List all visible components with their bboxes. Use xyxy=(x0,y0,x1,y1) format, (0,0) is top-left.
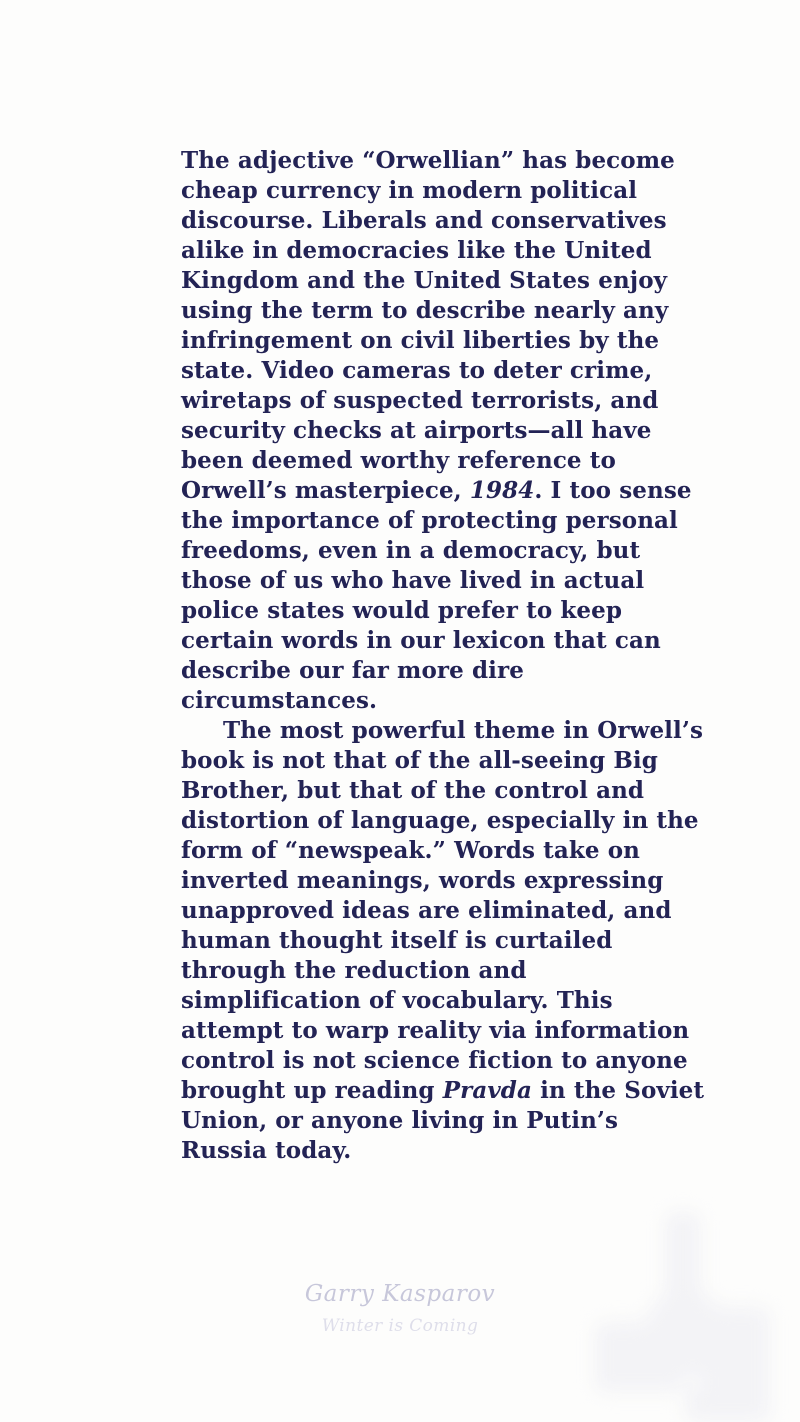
text-line: using the term to describe nearly any xyxy=(181,297,669,324)
text-line: circumstances. xyxy=(181,687,378,714)
paragraph xyxy=(181,146,692,716)
text-line: Russia today. xyxy=(181,1137,352,1164)
text-line: infringement on civil liberties by the xyxy=(181,327,660,354)
text-line: describe our far more dire xyxy=(181,657,524,684)
author-name: Garry Kasparov xyxy=(304,1281,496,1307)
text-line: attempt to warp reality via information xyxy=(181,1017,690,1044)
watermark-shape xyxy=(685,1387,770,1422)
book-title: Winter is Coming xyxy=(321,1316,479,1336)
text-line: those of us who have lived in actual xyxy=(181,567,645,594)
text-line: certain words in our lexicon that can xyxy=(181,627,661,654)
text-line: the importance of protecting personal xyxy=(181,507,678,534)
text-line: unapproved ideas are eliminated, and xyxy=(181,897,672,924)
book-attribution xyxy=(0,1281,800,1336)
text-line: freedoms, even in a democracy, but xyxy=(181,537,641,564)
text-line: book is not that of the all-seeing Big xyxy=(181,747,658,774)
text-line: brought up reading Pravda in the Soviet xyxy=(181,1077,705,1104)
text-line: wiretaps of suspected terrorists, and xyxy=(181,387,659,414)
text-line: The adjective “Orwellian” has become xyxy=(181,147,675,174)
text-line: security checks at airports—all have xyxy=(181,417,652,444)
text-line: Kingdom and the United States enjoy xyxy=(181,267,668,294)
text-line: human thought itself is curtailed xyxy=(181,927,613,954)
paragraph xyxy=(181,716,705,1166)
text-line: police states would prefer to keep xyxy=(181,597,623,624)
text-line: Orwell’s masterpiece, 1984. I too sense xyxy=(181,477,692,504)
book-text xyxy=(181,146,705,1166)
text-line: cheap currency in modern political xyxy=(181,177,638,204)
text-line: Brother, but that of the control and xyxy=(181,777,645,804)
text-line: control is not science fiction to anyone xyxy=(181,1047,688,1074)
text-line: discourse. Liberals and conservatives xyxy=(181,207,667,234)
text-line: inverted meanings, words expressing xyxy=(181,867,664,894)
text-line: form of “newspeak.” Words take on xyxy=(181,837,640,864)
text-line: alike in democracies like the United xyxy=(181,237,652,264)
text-line: The most powerful theme in Orwell’s xyxy=(223,717,704,744)
text-line: distortion of language, especially in the xyxy=(181,807,699,834)
text-line: state. Video cameras to deter crime, xyxy=(181,357,653,384)
text-line: been deemed worthy reference to xyxy=(181,447,616,474)
text-line: Union, or anyone living in Putin’s xyxy=(181,1107,619,1134)
text-line: through the reduction and xyxy=(181,957,527,984)
text-line: simplification of vocabulary. This xyxy=(181,987,613,1014)
